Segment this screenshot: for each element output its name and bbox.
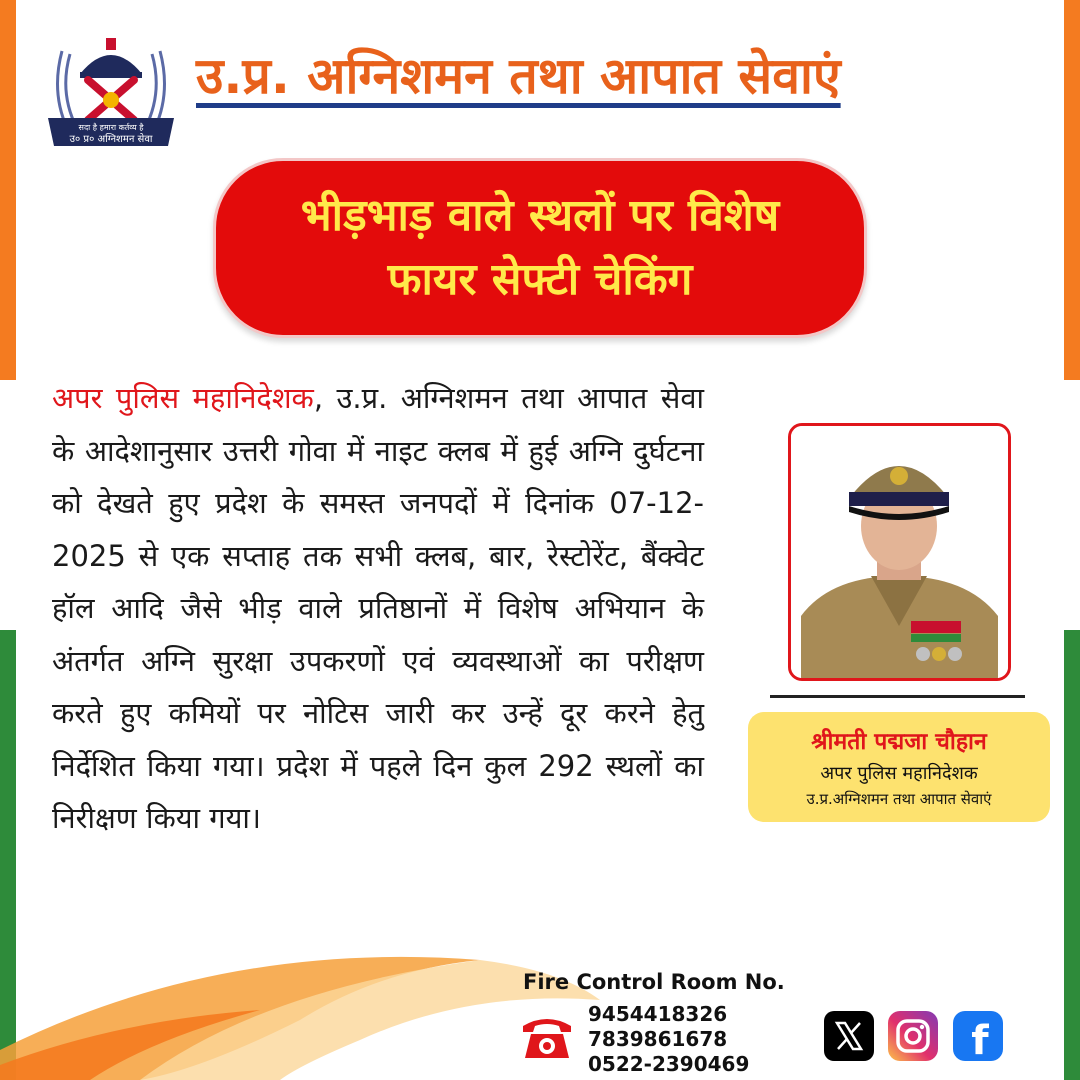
phone-number-1[interactable]: 9454418326	[588, 1002, 728, 1026]
green-band-right	[1064, 630, 1080, 1080]
fire-service-emblem-icon	[40, 16, 182, 158]
fire-control-label: Fire Control Room No.	[523, 970, 785, 994]
body-highlight: अपर पुलिस महानिदेशक	[52, 381, 314, 415]
department-title: उ.प्र. अग्निशमन तथा आपात सेवाएं	[196, 47, 841, 105]
telephone-icon	[519, 1010, 575, 1060]
x-icon[interactable]	[823, 1010, 875, 1062]
official-photo	[788, 423, 1011, 681]
facebook-icon[interactable]	[952, 1010, 1004, 1062]
phone-number-3[interactable]: 0522-2390469	[588, 1052, 750, 1076]
headline-line-1: भीड़भाड़ वाले स्थलों पर विशेष	[300, 190, 780, 241]
official-department: उ.प्र.अग्निशमन तथा आपात सेवाएं	[806, 789, 992, 808]
official-name-card	[748, 712, 1050, 822]
saffron-band-right	[1064, 0, 1080, 380]
saffron-band-left	[0, 0, 16, 380]
phone-number-2[interactable]: 7839861678	[588, 1027, 728, 1051]
white-band-left	[0, 380, 16, 630]
news-body	[52, 372, 704, 845]
name-divider	[770, 695, 1025, 698]
headline-line-2: फायर सेफ्टी चेकिंग	[387, 254, 693, 305]
phone-number-list	[588, 1002, 749, 1077]
logo-motto: सदा है हमारा कर्तव्य है	[78, 123, 144, 132]
body-paragraph: , उ.प्र. अग्निशमन तथा आपात सेवा के आदेशानुसार उत्तरी गोवा में नाइट क्लब में हुई अग्नि दुर्घटना को देखते हुए प्रदेश के समस्त जनपदों में दिनांक 07-12-2025 से एक सप्ताह तक सभी क्लब, बार, रेस्टोरेंट, बैंक्वेट हॉल आदि जैसे भीड़ वाले प्रतिष्ठानों में विशेष अभियान के अंतर्गत अग्नि सुरक्षा उपकरणों एवं व्यवस्थाओं का परीक्षण करते हुए कमियों पर नोटिस जारी कर उन्हें दूर करने हेतु निर्देशित किया गया। प्रदेश में पहले दिन कुल 292 स्थलों का निरीक्षण किया गया।	[52, 381, 704, 835]
official-portrait-icon	[791, 426, 1008, 678]
logo-org-name: उ० प्र० अग्निशमन सेवा	[69, 134, 153, 145]
instagram-icon[interactable]	[887, 1010, 939, 1062]
headline-banner	[213, 158, 867, 338]
official-name: श्रीमती पद्मजा चौहान	[811, 728, 987, 755]
official-designation: अपर पुलिस महानिदेशक	[820, 762, 978, 784]
facebook-glyph: f	[971, 1018, 989, 1062]
